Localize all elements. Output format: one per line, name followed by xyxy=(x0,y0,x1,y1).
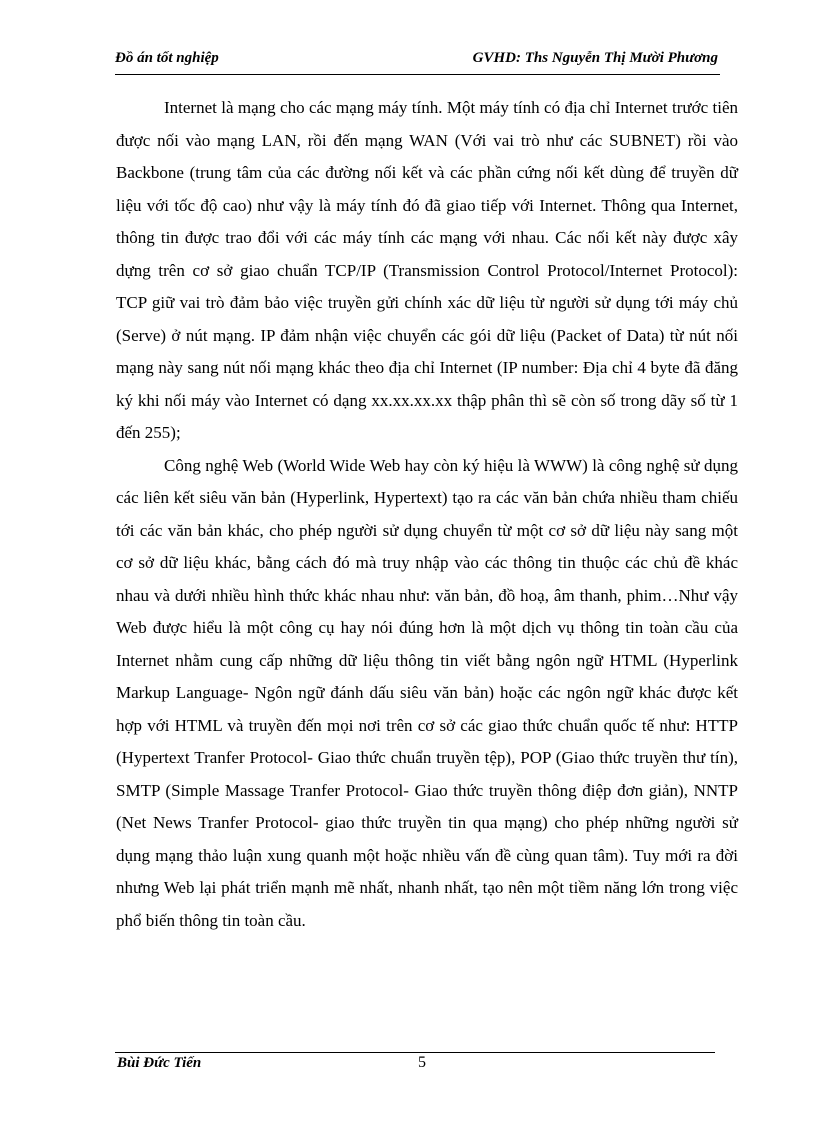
paragraph-internet: Internet là mạng cho các mạng máy tính. Một máy tính có địa chỉ Internet trước tiên được nối vào mạng LAN, rồi đến mạng WAN (Với vai trò như các SUBNET) rồi vào Backbone (trung tâm của các đường nối kết và các phần cứng nối kết dùng để truyền dữ liệu với tốc độ cao) như vậy là máy tính đó đã giao tiếp với Internet. Thông qua Internet, thông tin được trao đổi với các máy tính các mạng với nhau. Các nối kết này được xây dựng trên cơ sở giao chuẩn TCP/IP (Transmission Control Protocol/Internet Protocol): TCP giữ vai trò đảm bảo việc truyền gửi chính xác dữ liệu từ người sử dụng tới máy chủ (Serve) ở nút mạng. IP đảm nhận việc chuyển các gói dữ liệu (Packet of Data) từ nút nối mạng này sang nút nối mạng khác theo địa chỉ Internet (IP number: Địa chỉ 4 byte đã đăng ký khi nối máy vào Internet có dạng xx.xx.xx.xx thập phân thì sẽ còn số trong dãy số từ 1 đến 255); xyxy=(116,98,738,442)
paragraph-web-technology: Công nghệ Web (World Wide Web hay còn ký hiệu là WWW) là công nghệ sử dụng các liên kết siêu văn bản (Hyperlink, Hypertext) tạo ra các văn bản chứa nhiều tham chiếu tới các văn bản khác, cho phép người sử dụng chuyển từ một cơ sở dữ liệu này sang một cơ sở dữ liệu khác, bằng cách đó mà truy nhập vào các thông tin thuộc các chủ đề khác nhau và dưới nhiều hình thức khác nhau như: văn bản, đồ hoạ, âm thanh, phim…Như vậy Web được hiểu là một công cụ hay nói đúng hơn là một dịch vụ thông tin toàn cầu của Internet nhằm cung cấp những dữ liệu thông tin viết bằng ngôn ngữ HTML (Hyperlink Markup Language- Ngôn ngữ đánh dấu siêu văn bản) hoặc các ngôn ngữ khác được kết hợp với HTML và truyền đến mọi nơi trên cơ sở các giao thức chuẩn quốc tế như: HTTP (Hypertext Tranfer Protocol- Giao thức chuẩn truyền tệp), POP (Giao thức truyền thư tín), SMTP (Simple Massage Tranfer Protocol- Giao thức truyền thông điệp đơn giản), NNTP (Net News Tranfer Protocol- giao thức truyền tin qua mạng) cho phép những người sử dụng mạng thảo luận xung quanh một hoặc nhiều vấn đề cùng quan tâm). Tuy mới ra đời nhưng Web lại phát triển mạnh mẽ nhất, nhanh nhất, tạo nên một tiềm năng lớn trong việc phổ biến thông tin toàn cầu. xyxy=(116,455,738,930)
footer-author: Bùi Đức Tiến xyxy=(117,1055,202,1071)
header-document-type: Đồ án tốt nghiệp xyxy=(115,50,219,66)
page-number: 5 xyxy=(418,1054,426,1071)
page-body xyxy=(116,92,738,937)
header-supervisor: GVHD: Ths Nguyễn Thị Mười Phương xyxy=(472,50,718,66)
footer-divider xyxy=(115,1052,715,1053)
page-header xyxy=(115,48,720,75)
